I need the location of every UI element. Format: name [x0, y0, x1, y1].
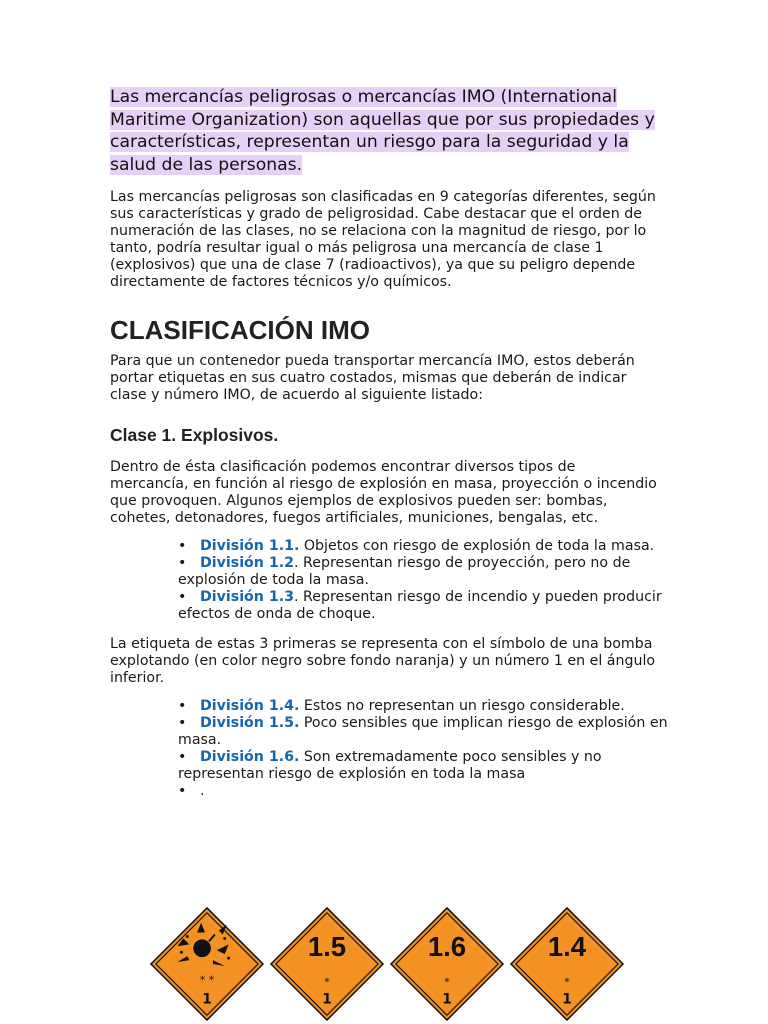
bullet-icon: • [178, 783, 187, 799]
paragraph-categories: Las mercancías peligrosas son clasificadas en 9 categorías diferentes, según sus características y grado de peligrosidad. Cabe destacar que el orden de numeración de las clases, no se relaciona con la magnitud de riesgo, por lo tanto, podría resultar igual o más peligrosa una mercancía de clase 1 (explosivos) que una de clase 7 (radioactivos), ya que su peligro depende directamente de factores técnicos y/o químicos. [110, 189, 656, 290]
sign-stars: * [324, 975, 330, 989]
sign-stars: * * [199, 973, 215, 987]
division-1-5-label [268, 905, 386, 1023]
list-item: • División 1.5. Poco sensibles que implican riesgo de explosión en masa. [178, 715, 668, 748]
list-item: • División 1.6. Son extremadamente poco sensibles y no representan riesgo de explosión en toda la masa [178, 749, 602, 782]
bullet-icon: • [178, 555, 187, 571]
bullet-icon: • [178, 749, 187, 765]
sign-class: 1 [562, 991, 572, 1008]
sign-class: 1 [322, 991, 332, 1008]
bullet-icon: • [178, 538, 187, 554]
bullet-icon: • [178, 698, 187, 714]
list-item: • División 1.2. Representan riesgo de proyección, pero no de explosión de toda la masa. [178, 555, 631, 588]
division-1-4-label [508, 905, 626, 1023]
highlighted-text: Las mercancías peligrosas o mercancías IMO (International Maritime Organization) son aquellas que por sus propiedades y características, representan un riesgo para la seguridad y la salud de las personas. [110, 87, 655, 175]
bullet-icon: • [178, 715, 187, 731]
sign-stars: * [564, 975, 570, 989]
sign-class: 1 [442, 991, 452, 1008]
sign-stars: * [444, 975, 450, 989]
division-link[interactable]: División 1.4. [200, 698, 300, 714]
division-link[interactable]: División 1.2 [200, 555, 294, 571]
document-page [110, 86, 668, 800]
division-link[interactable]: División 1.1. [200, 538, 300, 554]
division-1-6-label [388, 905, 506, 1023]
paragraph-labels: Para que un contenedor pueda transportar mercancía IMO, estos deberán portar etiquetas en sus cuatro costados, mismas que deberán de indicar clase y número IMO, de acuerdo al siguiente listado: [110, 353, 635, 403]
division-link[interactable]: División 1.6. [200, 749, 300, 765]
list-item: • División 1.4. Estos no representan un riesgo considerable. [178, 698, 625, 714]
hazard-labels-row [140, 905, 660, 1020]
list-item: • División 1.3. Representan riesgo de incendio y pueden producir efectos de onda de choque. [178, 589, 662, 622]
division-list-2 [178, 698, 668, 800]
list-item: • División 1.1. Objetos con riesgo de explosión de toda la masa. [178, 538, 655, 554]
sign-number: 1.6 [427, 931, 467, 963]
paragraph-explosives: Dentro de ésta clasificación podemos encontrar diversos tipos de mercancía, en función al riesgo de explosión en masa, proyección o incendio que provoquen. Algunos ejemplos de explosivos pueden ser: bombas, cohetes, detonadores, fuegos artificiales, municiones, bengalas, etc. [110, 459, 657, 526]
sign-number: 1.4 [547, 931, 587, 963]
sign-number: 1.5 [307, 931, 347, 963]
division-list-1 [178, 538, 668, 623]
explosive-bomb-label [148, 905, 266, 1023]
list-item: • . [178, 783, 205, 799]
division-link[interactable]: División 1.5. [200, 715, 300, 731]
class-heading: Clase 1. Explosivos. [110, 425, 279, 445]
intro-paragraph [110, 86, 658, 176]
section-heading: CLASIFICACIÓN IMO [110, 315, 370, 345]
bullet-icon: • [178, 589, 187, 605]
sign-class: 1 [202, 991, 212, 1008]
paragraph-label-description: La etiqueta de estas 3 primeras se representa con el símbolo de una bomba explotando (en color negro sobre fondo naranja) y un número 1 en el ángulo inferior. [110, 636, 656, 686]
division-link[interactable]: División 1.3 [200, 589, 294, 605]
